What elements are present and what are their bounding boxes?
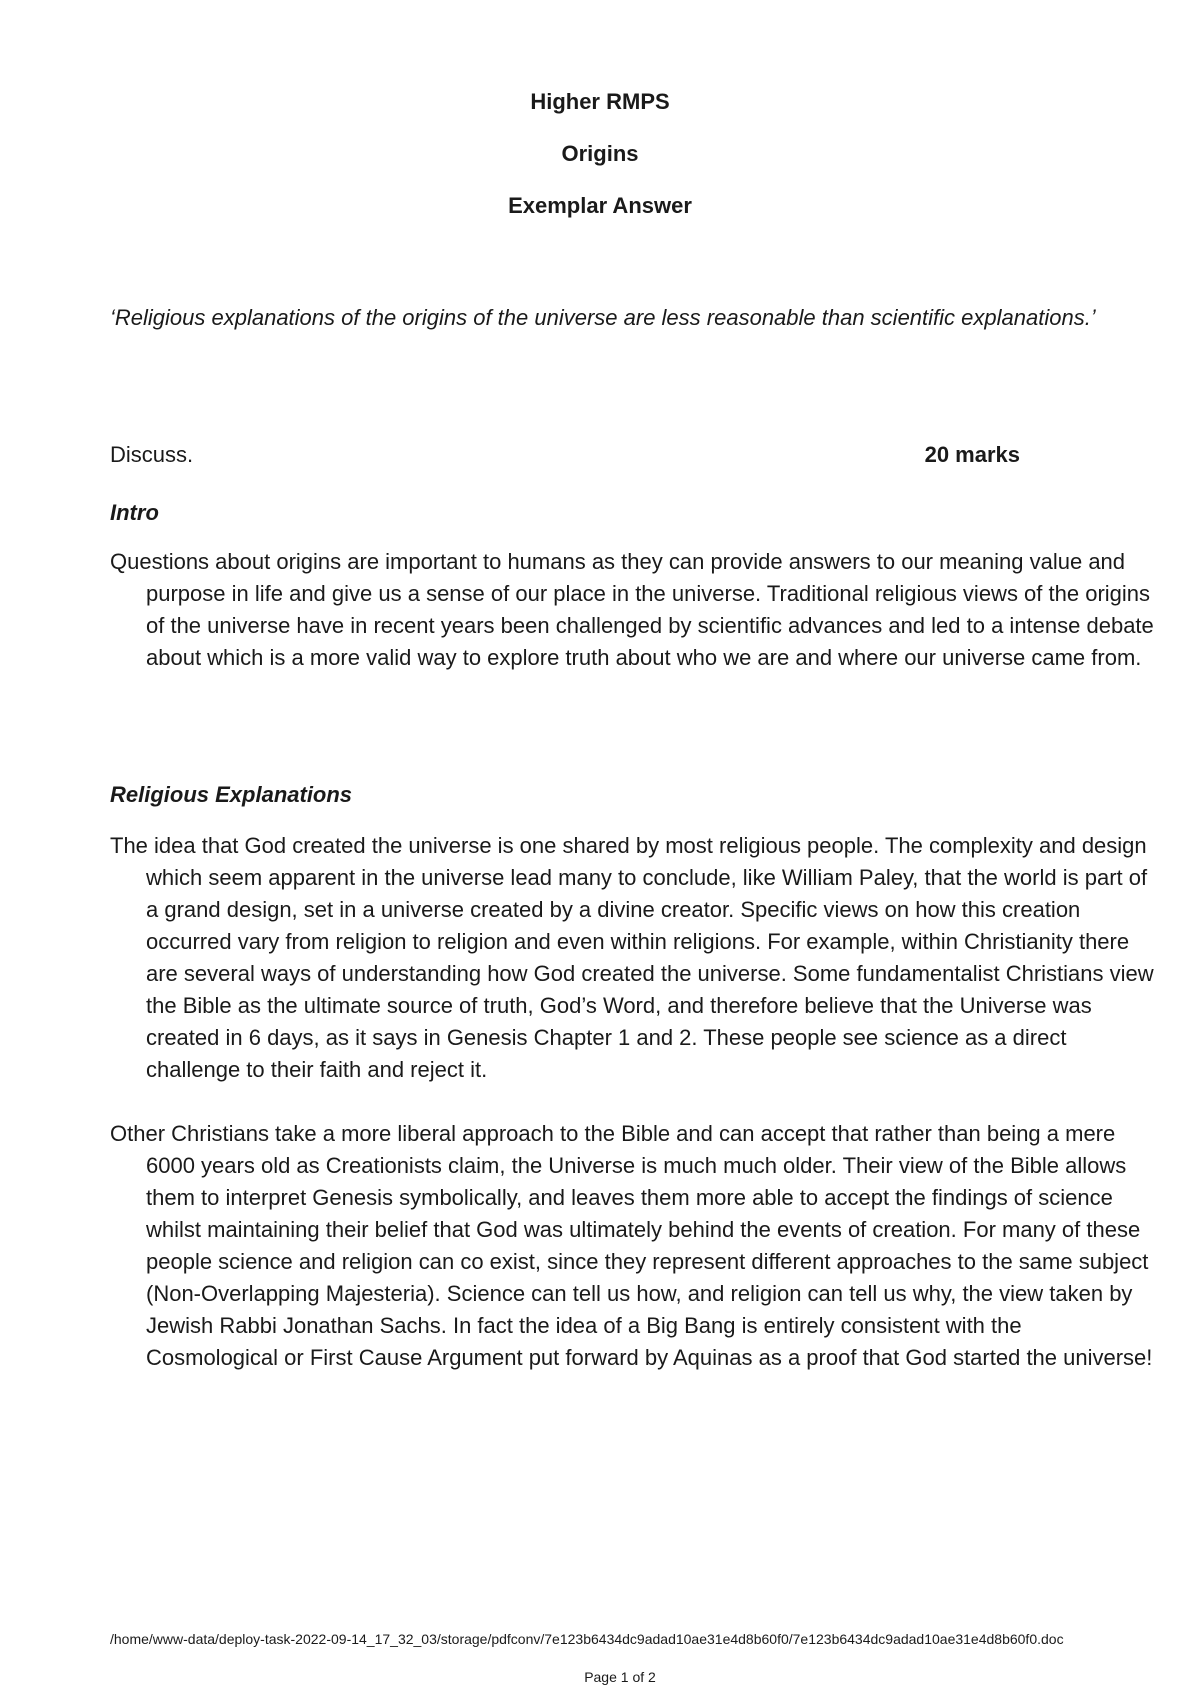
question-instruction-row (110, 440, 1020, 470)
topic-title: Origins (561, 141, 639, 166)
religious-paragraph-1: The idea that God created the universe is one shared by most religious people. The complexity and design which seem apparent in the universe lead many to conclude, like William Paley, that the world is part of a grand design, set in a universe created by a divine creator. Specific views on how this creation occurred vary from religion to religion and even within religions. For example, within Christianity there are several ways of understanding how God created the universe. Some fundamentalist Christians view the Bible as the ultimate source of truth, God’s Word, and therefore believe that the Universe was created in 6 days, as it says in Genesis Chapter 1 and 2. These people see science as a direct challenge to their faith and reject it. (110, 833, 1154, 1082)
question-statement: ‘Religious explanations of the origins of the universe are less reasonable than scientific explanations.’ (110, 305, 1096, 330)
religious-paragraph-2: Other Christians take a more liberal approach to the Bible and can accept that rather than being a mere 6000 years old as Creationists claim, the Universe is much much older. Their view of the Bible allows them to interpret Genesis symbolically, and leaves them more able to accept the findings of science whilst maintaining their belief that God was ultimately behind the events of creation. For many of these people science and religion can co exist, since they represent different approaches to the same subject (Non-Overlapping Majesteria). Science can tell us how, and religion can tell us why, the view taken by Jewish Rabbi Jonathan Sachs. In fact the idea of a Big Bang is entirely consistent with the Cosmological or First Cause Argument put forward by Aquinas as a proof that God started the universe! (110, 1121, 1153, 1370)
question-instruction: Discuss. (110, 442, 194, 467)
title-block (0, 90, 1200, 246)
doc-type-title: Exemplar Answer (508, 193, 692, 218)
intro-heading: Intro (110, 500, 159, 525)
course-title: Higher RMPS (530, 89, 670, 114)
question-marks: 20 marks (924, 442, 1020, 467)
religious-heading: Religious Explanations (110, 782, 353, 807)
intro-paragraph: Questions about origins are important to humans as they can provide answers to our meaning value and purpose in life and give us a sense of our place in the universe. Traditional religious views of the origins of the universe have in recent years been challenged by scientific advances and led to a intense debate about which is a more valid way to explore truth about who we are and where our universe came from. (110, 549, 1154, 670)
footer-file-path: /home/www-data/deploy-task-2022-09-14_17_32_03/storage/pdfconv/7e123b6434dc9adad10ae31e4d8b60f0/7e123b6434dc9adad10ae31e4d8b60f0.doc (110, 1631, 1064, 1647)
footer-page-number: Page 1 of 2 (584, 1669, 656, 1685)
